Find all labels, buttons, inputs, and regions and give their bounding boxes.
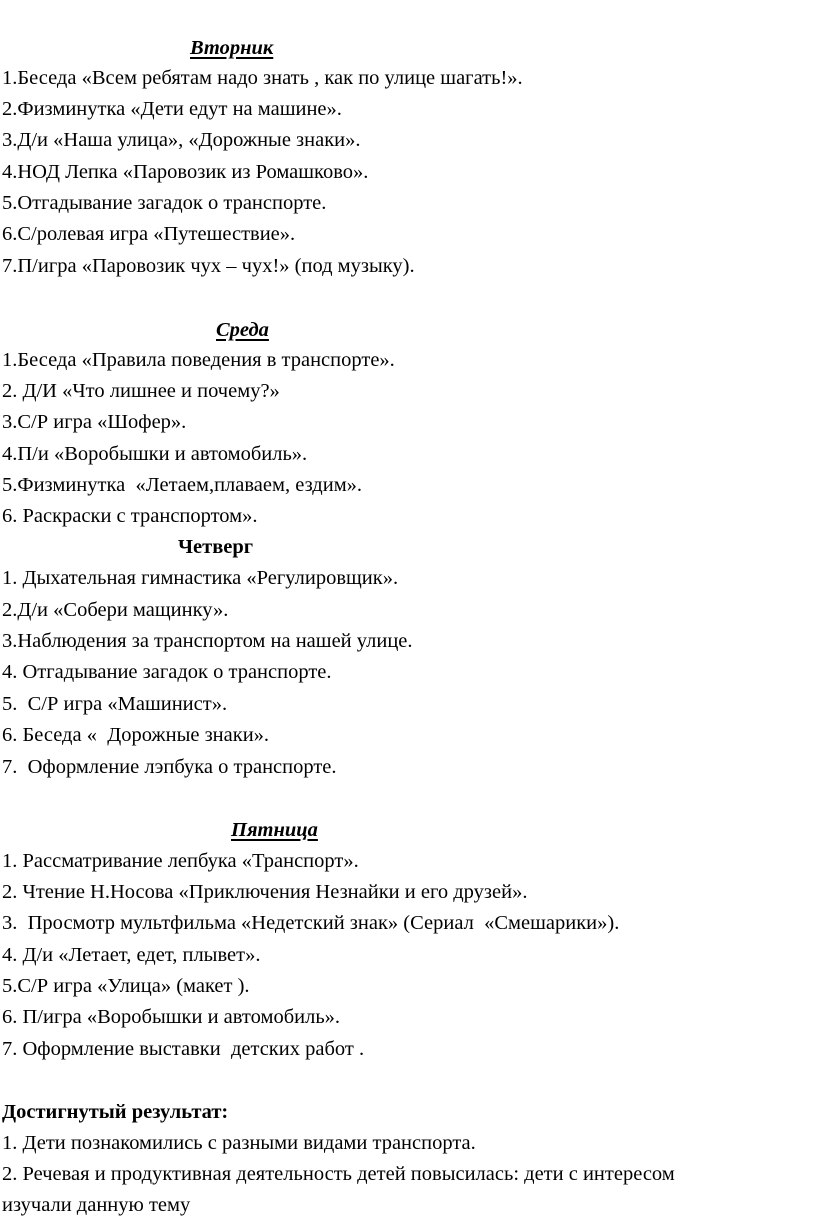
list-item: 4.П/и «Воробышки и автомобиль». <box>2 443 308 465</box>
list-item: 1. Дети познакомились с разными видами транспорта. <box>2 1132 476 1154</box>
list-item: 3. Просмотр мультфильма «Недетский знак» (Сериал «Смешарики»). <box>2 912 620 934</box>
list-item: 4. Д/и «Летает, едет, плывет». <box>2 944 261 966</box>
list-item: 2. Д/И «Что лишнее и почему?» <box>2 380 280 402</box>
list-item: 5.С/Р игра «Улица» (макет ). <box>2 975 250 997</box>
list-item: 1. Дыхательная гимнастика «Регулировщик». <box>2 567 399 589</box>
heading-friday: Пятница <box>231 819 318 841</box>
list-item: 6. П/игра «Воробышки и автомобиль». <box>2 1006 341 1028</box>
list-item: 6. Раскраски с транспортом». <box>2 505 258 527</box>
list-item: 1. Рассматривание лепбука «Транспорт». <box>2 850 359 872</box>
list-item: 5.Отгадывание загадок о транспорте. <box>2 192 327 214</box>
list-item: изучали данную тему <box>2 1194 191 1216</box>
list-item: 2.Физминутка «Дети едут на машине». <box>2 98 342 120</box>
list-item: 7. Оформление выставки детских работ . <box>2 1038 365 1060</box>
list-item: 7. Оформление лэпбука о транспорте. <box>2 756 337 778</box>
list-item: 4.НОД Лепка «Паровозик из Ромашково». <box>2 161 369 183</box>
heading-wednesday: Среда <box>216 319 269 341</box>
list-item: 4. Отгадывание загадок о транспорте. <box>2 661 332 683</box>
heading-result: Достигнутый результат: <box>2 1101 229 1123</box>
list-item: 5.Физминутка «Летаем,плаваем, ездим». <box>2 474 363 496</box>
list-item: 1.Беседа «Всем ребятам надо знать , как по улице шагать!». <box>2 67 523 89</box>
list-item: 2. Чтение Н.Носова «Приключения Незнайки и его друзей». <box>2 881 528 903</box>
list-item: 6.С/ролевая игра «Путешествие». <box>2 223 296 245</box>
list-item: 2. Речевая и продуктивная деятельность детей повысилась: дети с интересом <box>2 1163 675 1185</box>
list-item: 7.П/игра «Паровозик чух – чух!» (под музыку). <box>2 255 415 277</box>
heading-tuesday: Вторник <box>190 37 274 59</box>
list-item: 3.С/Р игра «Шофер». <box>2 411 187 433</box>
list-item: 3.Д/и «Наша улица», «Дорожные знаки». <box>2 129 361 151</box>
list-item: 1.Беседа «Правила поведения в транспорте». <box>2 349 395 371</box>
list-item: 5. С/Р игра «Машинист». <box>2 693 228 715</box>
list-item: 3.Наблюдения за транспортом на нашей улице. <box>2 630 413 652</box>
heading-thursday: Четверг <box>178 536 254 558</box>
list-item: 2.Д/и «Собери мащинку». <box>2 599 229 621</box>
list-item: 6. Беседа « Дорожные знаки». <box>2 724 270 746</box>
